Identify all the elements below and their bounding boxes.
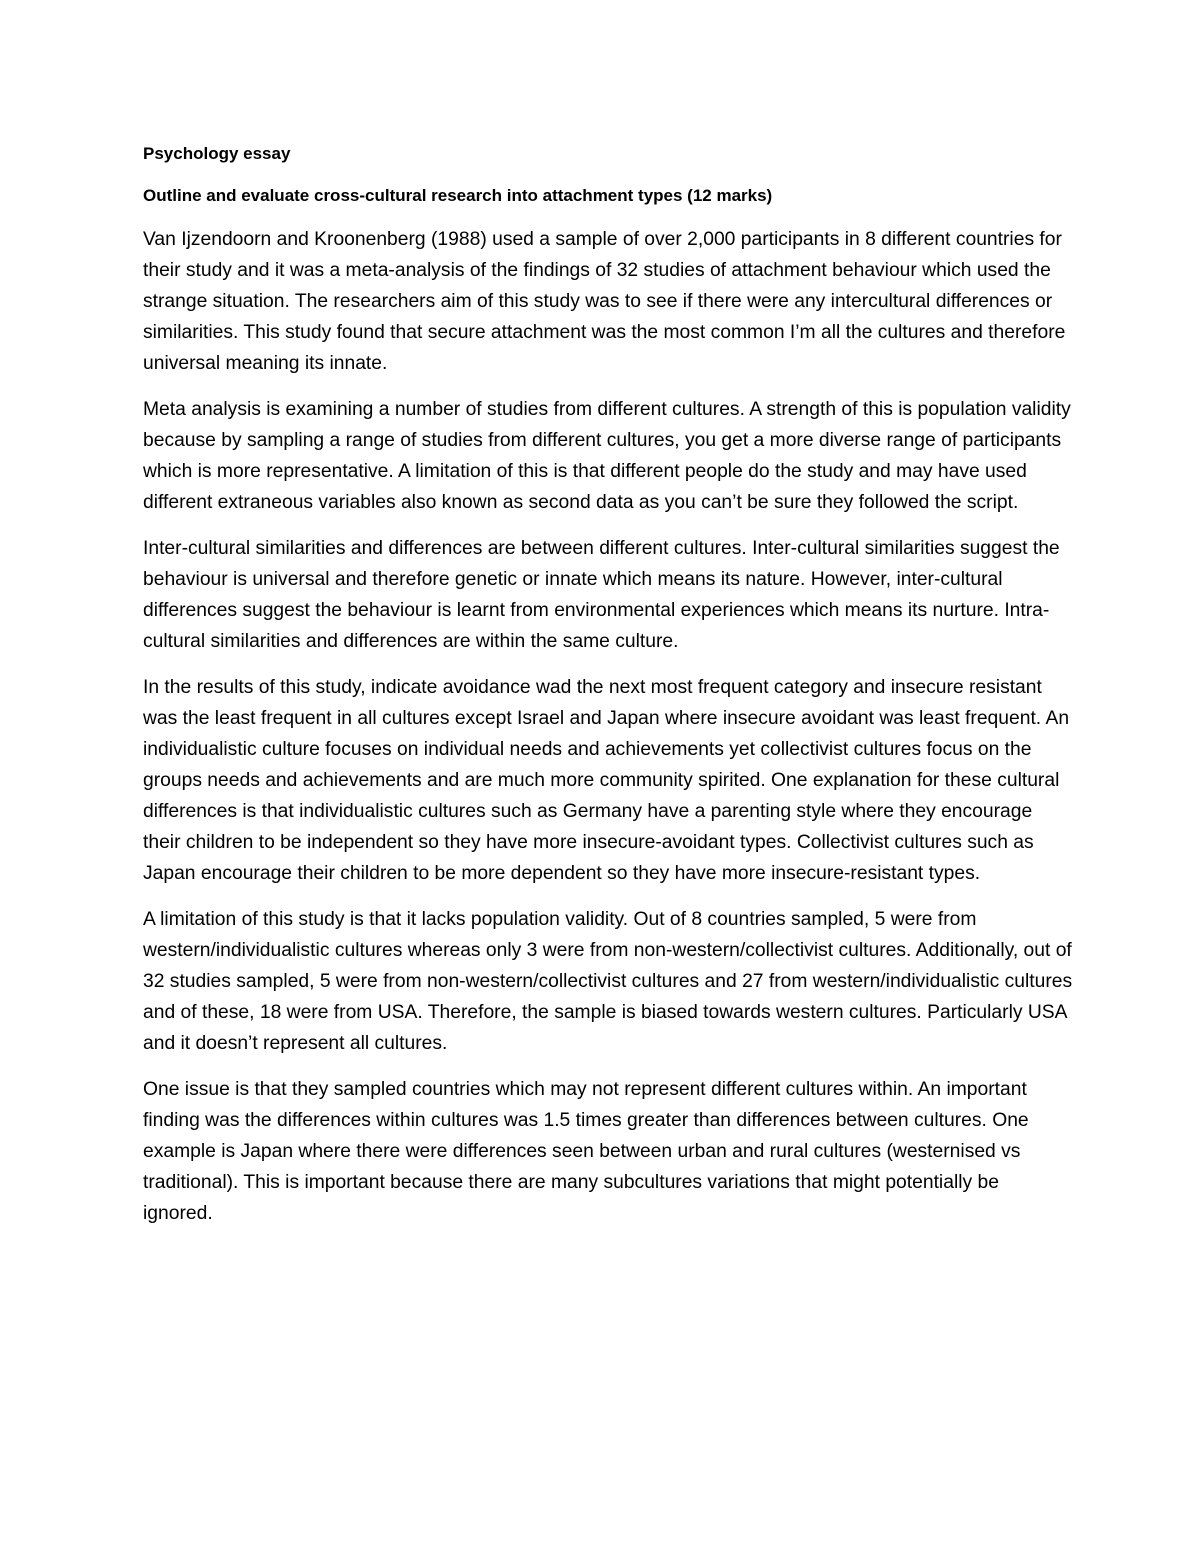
paragraph-3: Inter-cultural similarities and differences are between different cultures. Inter-cultural similarities suggest the behaviour is universal and therefore genetic or innate which means its nature. However, inter-cultural differences suggest the behaviour is learnt from environmental experiences which means its nurture. Intra-cultural similarities and differences are within the same culture.: [143, 538, 1060, 652]
paragraph-1: Van Ijzendoorn and Kroonenberg (1988) used a sample of over 2,000 participants in 8 different countries for their study and it was a meta-analysis of the findings of 32 studies of attachment behaviour which used the strange situation. The researchers aim of this study was to see if there were any intercultural differences or similarities. This study found that secure attachment was the most common I’m all the cultures and therefore universal meaning its innate.: [143, 229, 1066, 374]
essay-question: Outline and evaluate cross-cultural research into attachment types (12 marks): [143, 186, 773, 205]
document-title: Psychology essay: [143, 144, 291, 163]
paragraph-4: In the results of this study, indicate avoidance wad the next most frequent category and insecure resistant was the least frequent in all cultures except Israel and Japan where insecure avoidant was least frequent. An individualistic culture focuses on individual needs and achievements yet collectivist cultures focus on the groups needs and achievements and are much more community spirited. One explanation for these cultural differences is that individualistic cultures such as Germany have a parenting style where they encourage their children to be independent so they have more insecure-avoidant types. Collectivist cultures such as Japan encourage their children to be more dependent so they have more insecure-resistant types.: [143, 677, 1070, 884]
paragraph-2: Meta analysis is examining a number of studies from different cultures. A strength of this is population validity because by sampling a range of studies from different cultures, you get a more diverse range of participants which is more representative. A limitation of this is that different people do the study and may have used different extraneous variables also known as second data as you can’t be sure they followed the script.: [143, 399, 1071, 513]
document-body: [143, 140, 1073, 1244]
paragraph-5: A limitation of this study is that it lacks population validity. Out of 8 countries sampled, 5 were from western/individualistic cultures whereas only 3 were from non-western/collectivist cultures. Additionally, out of 32 studies sampled, 5 were from non-western/collectivist cultures and 27 from western/individualistic cultures and of these, 18 were from USA. Therefore, the sample is biased towards western cultures. Particularly USA and it doesn’t represent all cultures.: [143, 909, 1073, 1054]
paragraph-6: One issue is that they sampled countries which may not represent different cultures within. An important finding was the differences within cultures was 1.5 times greater than differences between cultures. One example is Japan where there were differences seen between urban and rural cultures (westernised vs traditional). This is important because there are many subcultures variations that might potentially be ignored.: [143, 1079, 1029, 1224]
